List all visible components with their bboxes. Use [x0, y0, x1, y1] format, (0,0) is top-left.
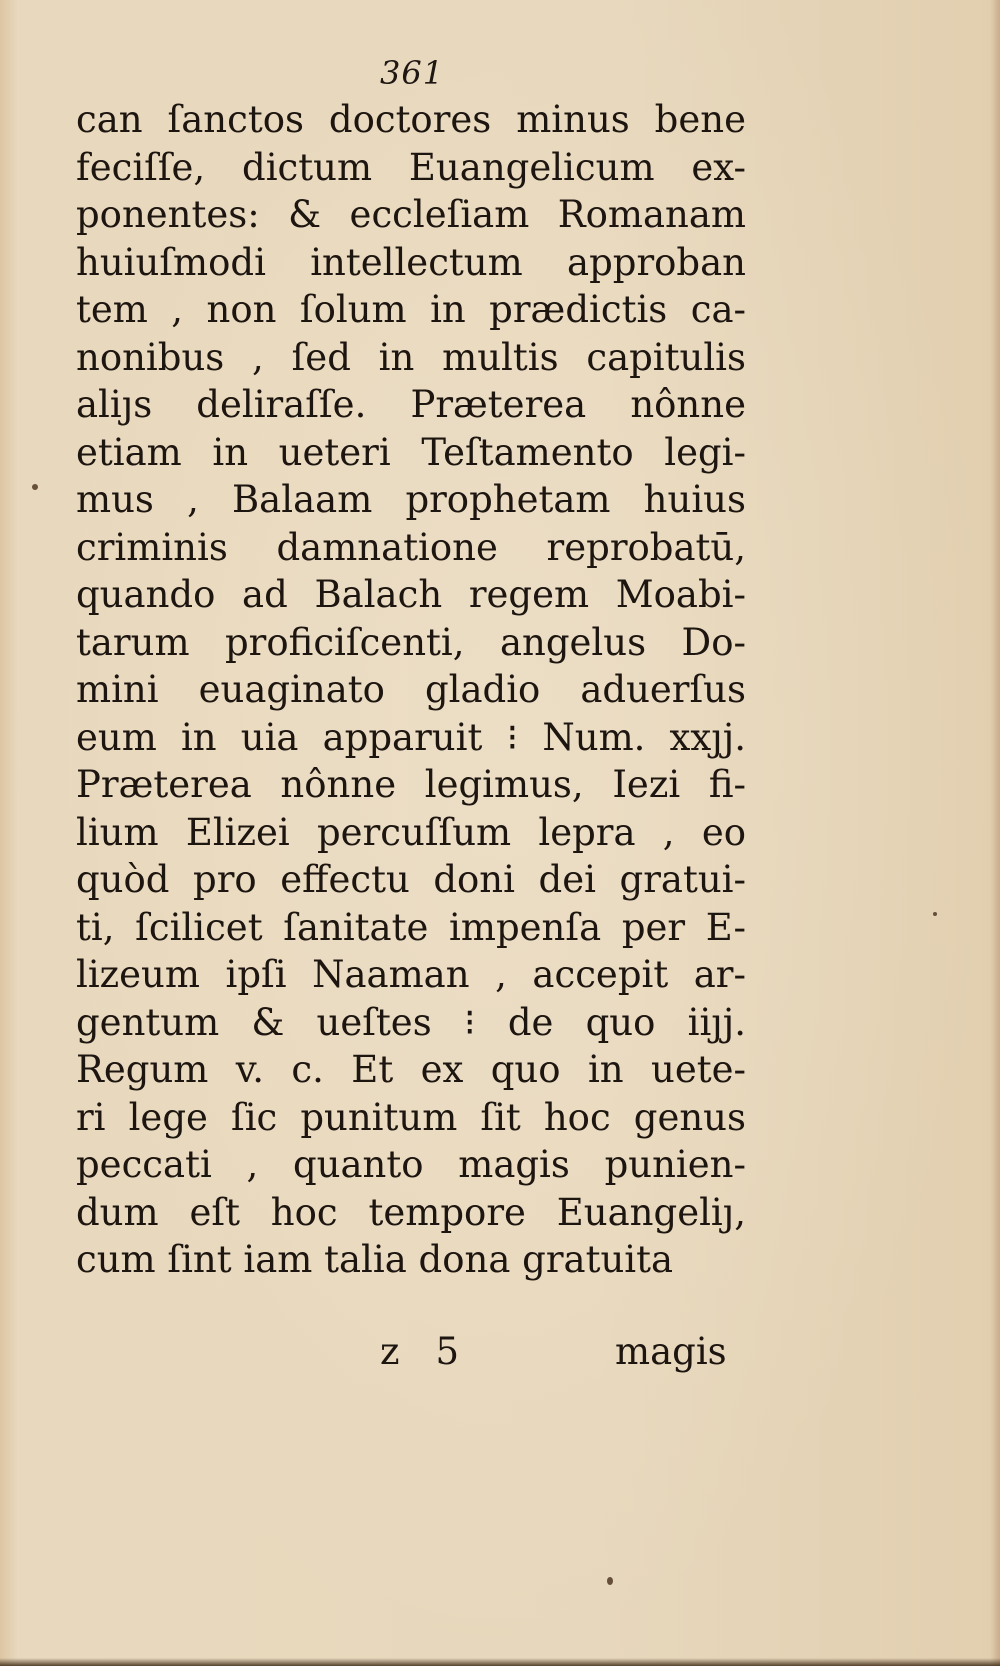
text-line: gentum & ueſtes ⁝ de quo iiȷj.: [76, 1000, 746, 1044]
text-line: tarum proficiſcenti, angelus Do-: [76, 620, 746, 664]
text-line: nonibus , ſed in multis capitulis: [76, 335, 746, 379]
text-line: peccati , quanto magis punien-: [76, 1143, 746, 1186]
page-number: 361: [380, 54, 445, 92]
text-line: lizeum ipſi Naaman , accepit ar-: [76, 953, 746, 996]
text-line: criminis damnatione reprobatū,: [76, 525, 746, 569]
text-line: can ſanctos doctores minus bene: [76, 98, 746, 141]
text-line: lium Elizei percuſſum lepra , eo: [76, 810, 746, 854]
ink-spot: [933, 912, 937, 916]
ink-spot: [32, 484, 38, 490]
text-line: feciſſe, dictum Euangelicum ex-: [76, 145, 746, 189]
text-line: ri lege ſic punitum ſit hoc genus: [76, 1095, 746, 1139]
text-line: ti, ſcilicet ſanitate impenſa per E-: [76, 905, 746, 949]
text-line: eum in uia apparuit ⁝ Num. xxȷj.: [76, 715, 746, 759]
text-line: etiam in ueteri Teſtamento legi-: [76, 430, 746, 474]
text-line: quòd pro effectu doni dei gratui-: [76, 858, 746, 901]
text-line: Præterea nônne legimus, Iezi fi-: [76, 763, 746, 806]
text-line: Regum v. c. Et ex quo in uete-: [76, 1048, 746, 1091]
text-line: dum eſt hoc tempore Euangeliȷ,: [76, 1190, 746, 1234]
text-line: tem , non ſolum in prædictis ca-: [76, 288, 746, 331]
text-line: quando ad Balach regem Moabi-: [76, 573, 746, 616]
text-line: aliȷs deliraſſe. Præterea nônne: [76, 383, 746, 426]
text-line: mus , Balaam prophetam huius: [76, 478, 746, 521]
text-line: huiuſmodi intellectum approban: [76, 240, 746, 284]
body-text: [76, 96, 746, 1284]
text-line: mini euaginato gladio aduerſus: [76, 668, 746, 711]
signature-number: 5: [435, 1330, 460, 1373]
page-bottom-edge: [0, 1658, 1000, 1666]
signature-mark: [380, 1330, 495, 1373]
page-right-edge: [990, 0, 1000, 1666]
text-line: cum ſint iam talia dona gratuita: [76, 1238, 674, 1281]
signature-letter: z: [380, 1330, 400, 1373]
ink-spot: [607, 1577, 613, 1585]
catchword: magis: [615, 1330, 727, 1373]
text-line: ponentes: & eccleſiam Romanam: [76, 193, 746, 236]
